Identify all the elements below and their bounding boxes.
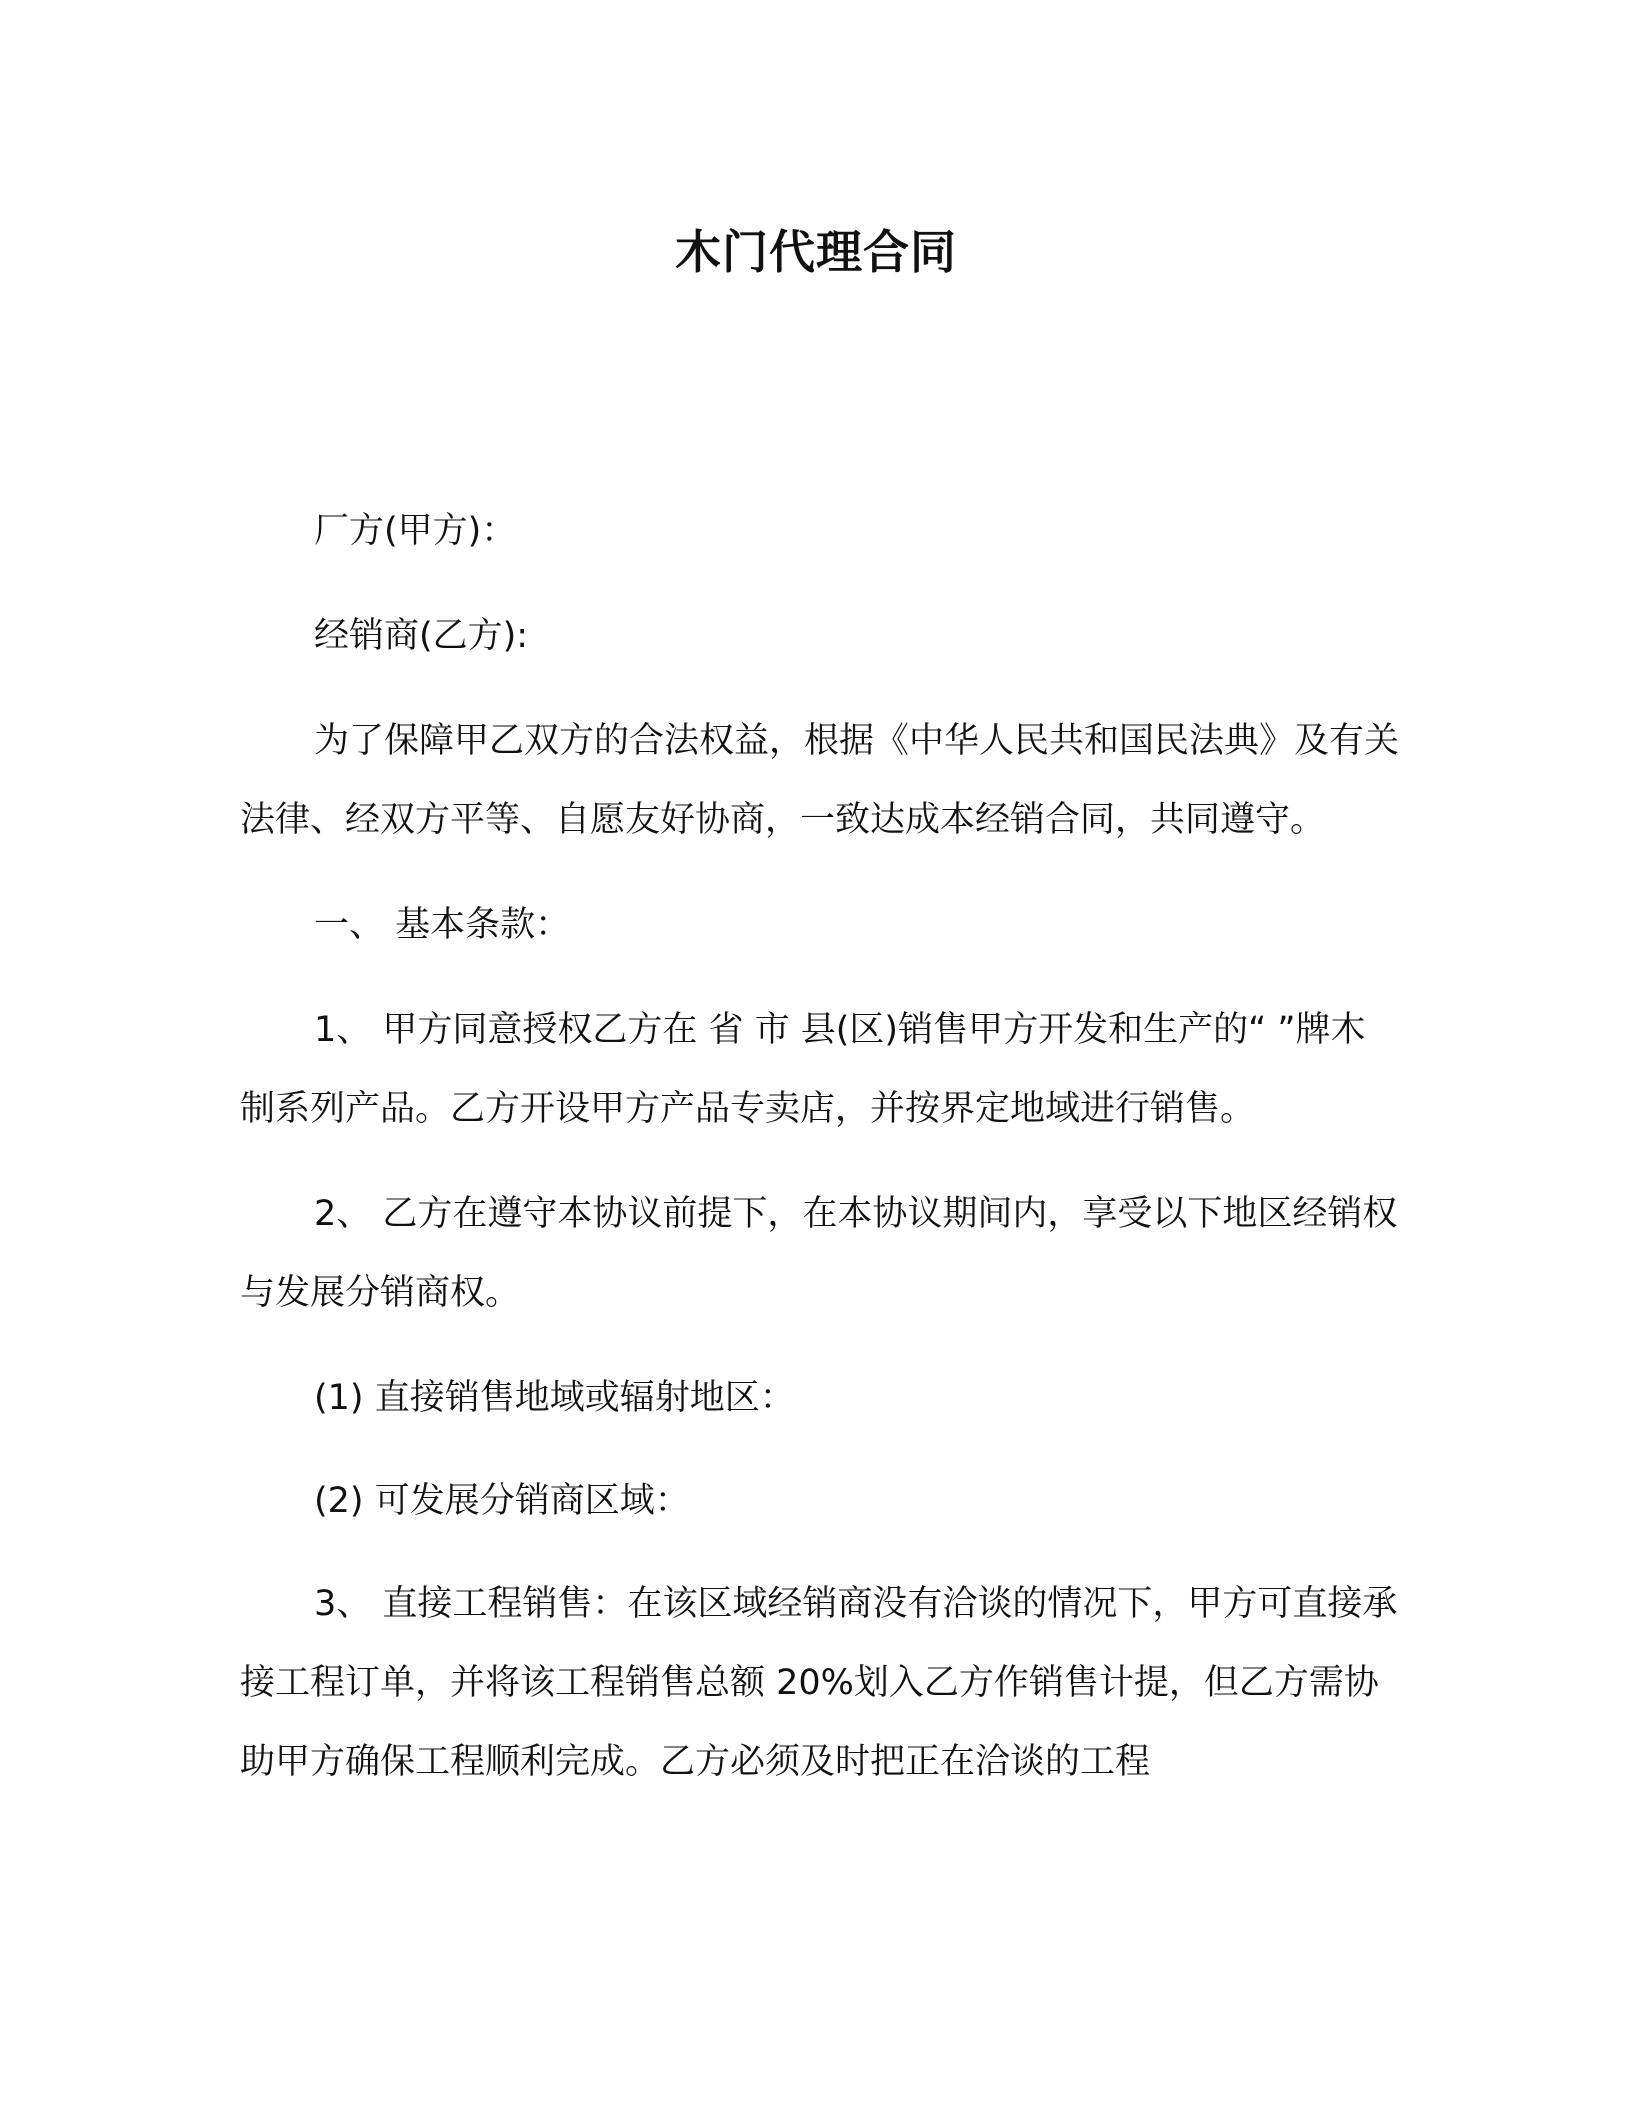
party-b-line: 经销商(乙方): <box>314 616 529 656</box>
clause-2-item-1: (1) 直接销售地域或辐射地区： <box>314 1378 795 1418</box>
document-title: 木门代理合同 <box>675 225 957 279</box>
preamble-paragraph: 为了保障甲乙双方的合法权益，根据《中华人民共和国民法典》及有关法律、经双方平等、自愿友好协商，一致达成本经销合同，共同遵守。 <box>240 721 1400 840</box>
document-body <box>240 492 1400 1828</box>
clause-1: 1、 甲方同意授权乙方在 省 市 县(区)销售甲方开发和生产的“ ”牌木制系列产品。乙方开设甲方产品专卖店，并按界定地域进行销售。 <box>240 1010 1366 1129</box>
party-a-line: 厂方(甲方)： <box>314 511 517 551</box>
section-heading-basic-terms: 一、 基本条款： <box>314 905 571 945</box>
clause-2-item-2: (2) 可发展分销商区域： <box>314 1481 690 1521</box>
clause-3: 3、 直接工程销售：在该区域经销商没有洽谈的情况下，甲方可直接承接工程订单，并将该工程销售总额 20%划入乙方作销售计提，但乙方需协助甲方确保工程顺利完成。乙方必须及时把正在洽谈的工程 <box>240 1584 1398 1782</box>
clause-2: 2、 乙方在遵守本协议前提下，在本协议期间内，享受以下地区经销权与发展分销商权。 <box>240 1194 1398 1313</box>
